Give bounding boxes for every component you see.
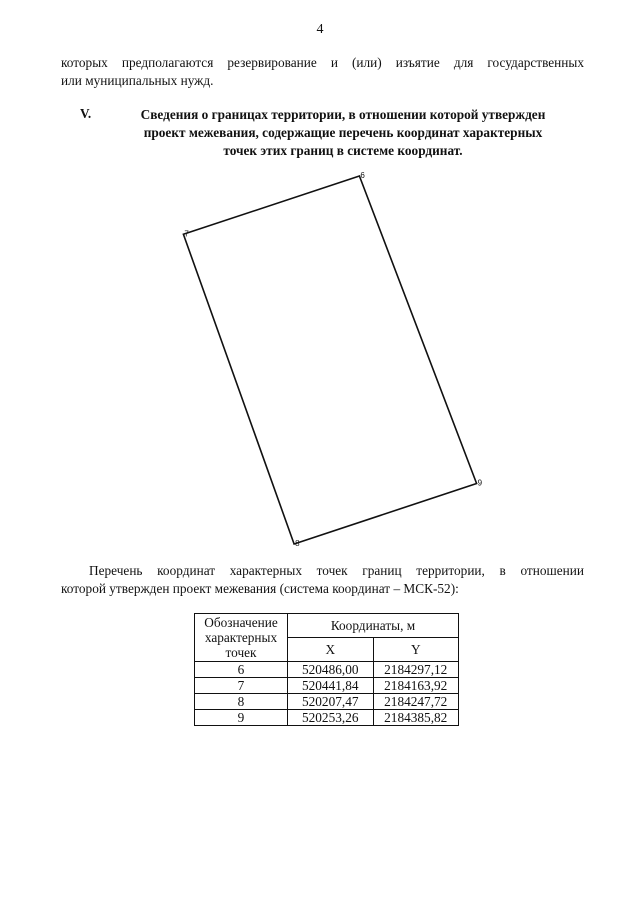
section-title-line-1: Сведения о границах территории, в отношении которой утвержден bbox=[140, 107, 546, 122]
intro-line-2: или муниципальных нужд. bbox=[61, 73, 214, 88]
cell-point: 8 bbox=[195, 694, 288, 710]
cell-y: 2184163,92 bbox=[373, 678, 459, 694]
section-number: V. bbox=[80, 106, 92, 121]
boundary-diagram bbox=[160, 160, 500, 560]
table-row bbox=[195, 694, 459, 710]
cell-y: 2184247,72 bbox=[373, 694, 459, 710]
cell-y: 2184385,82 bbox=[373, 710, 459, 726]
cell-x: 520253,26 bbox=[288, 710, 374, 726]
table-row bbox=[195, 710, 459, 726]
table-caption bbox=[61, 562, 584, 598]
caption-line-2: которой утвержден проект межевания (система координат – МСК-52): bbox=[61, 581, 459, 596]
table-row bbox=[195, 678, 459, 694]
section-title bbox=[108, 106, 578, 160]
header-point-designation: Обозначение характерных точек bbox=[195, 614, 288, 662]
header-coordinates: Координаты, м bbox=[288, 614, 459, 638]
cell-point: 9 bbox=[195, 710, 288, 726]
intro-line-1: которых предполагаются резервирование и (или) изъятие для государственных bbox=[61, 55, 584, 70]
intro-paragraph bbox=[61, 54, 584, 90]
boundary-polygon bbox=[183, 176, 476, 544]
cell-x: 520486,00 bbox=[288, 662, 374, 678]
table-row bbox=[195, 662, 459, 678]
section-title-line-3: точек этих границ в системе координат. bbox=[223, 143, 463, 158]
cell-point: 6 bbox=[195, 662, 288, 678]
header-x: X bbox=[288, 638, 374, 662]
section-title-line-2: проект межевания, содержащие перечень координат характерных bbox=[143, 125, 543, 140]
cell-x: 520207,47 bbox=[288, 694, 374, 710]
caption-line-1: Перечень координат характерных точек границ территории, в отношении bbox=[89, 563, 584, 578]
vertex-label: 7 bbox=[184, 229, 189, 239]
cell-point: 7 bbox=[195, 678, 288, 694]
page-number: 4 bbox=[316, 22, 324, 37]
coordinates-table bbox=[194, 613, 459, 726]
cell-x: 520441,84 bbox=[288, 678, 374, 694]
vertex-label: 8 bbox=[295, 539, 300, 548]
vertex-label: 6 bbox=[360, 171, 365, 180]
cell-y: 2184297,12 bbox=[373, 662, 459, 678]
header-y: Y bbox=[373, 638, 459, 662]
vertex-label: 9 bbox=[477, 478, 483, 488]
